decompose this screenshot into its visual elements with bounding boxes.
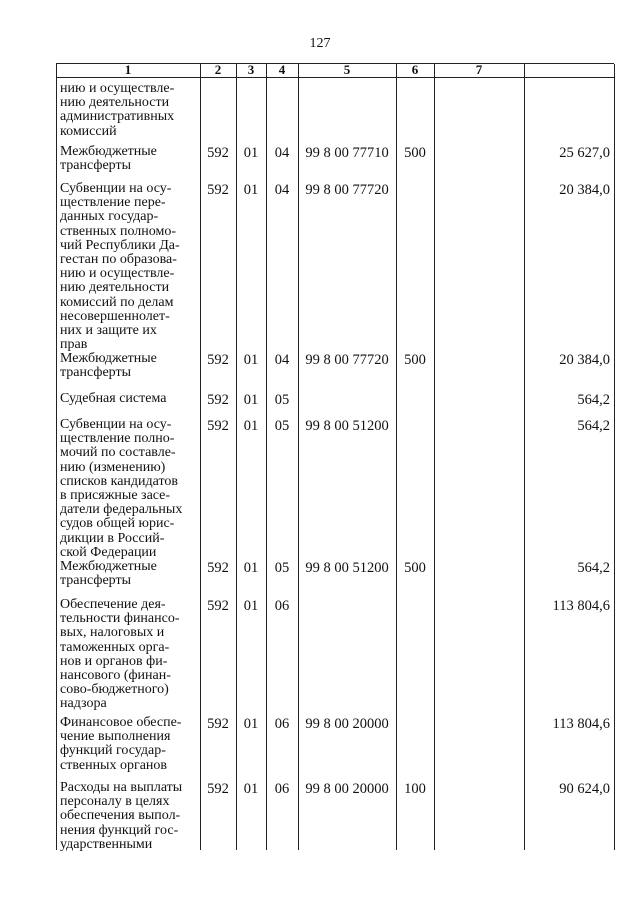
header-bottom-rule [56,77,614,78]
row-name-line: Субвенции на осу- [60,417,172,432]
row-name-line: Финансовое обеспе- [60,715,182,730]
cell-c3: 01 [243,352,259,368]
cell-amount: 113 804,6 [552,716,610,732]
row-name-line: данных государ- [60,209,159,225]
row-name-line: судов общей юрис- [60,516,175,532]
header-col-8 [524,63,614,77]
cell-c4: 04 [274,352,290,368]
cell-c4: 05 [274,418,290,434]
row-name-line: ществление полно- [60,431,175,447]
row-name-line: ударственными [60,836,153,852]
row-name-line: ственных полномо- [60,223,177,239]
cell-c2: 592 [207,716,229,732]
row-name-line: Субвенции на осу- [60,181,172,196]
row-name-line: Межбюджетные [60,144,157,159]
cell-c4: 06 [274,781,290,797]
cell-c2: 592 [207,598,229,614]
cell-c6: 500 [404,352,426,368]
row-name-line: нию и осуществле- [60,266,175,282]
cell-c3: 01 [243,392,259,408]
row-name-line: мочий по составле- [60,445,176,461]
cell-c2: 592 [207,560,229,576]
cell-c2: 592 [207,418,229,434]
row-name-line: нов и органов фи- [60,653,168,669]
row-name-line: чение выполнения [60,729,171,745]
column-line-7 [524,64,525,850]
cell-c3: 01 [243,716,259,732]
row-name [60,598,200,712]
row-name [60,182,200,352]
row-name-line: нию деятельности [60,95,170,111]
cell-c2: 592 [207,182,229,198]
column-line-6 [434,64,435,850]
row-name-line: надзора [60,696,107,712]
cell-c5: 99 8 00 77720 [305,182,389,198]
header-col-1: 1 [124,62,132,77]
cell-c4: 05 [274,560,290,576]
cell-c3: 01 [243,145,259,161]
cell-c4: 04 [274,182,290,198]
row-name-line: дикции в Россий- [60,530,165,546]
row-name-line: гестан по образова- [60,252,177,268]
cell-c3: 01 [243,418,259,434]
column-line-0 [56,64,57,850]
row-name-line: функций государ- [60,743,166,759]
row-name-line: в присяжные засе- [60,488,171,504]
row-name-line: Расходы на выплаты [60,780,183,795]
row-name-line: трансферты [60,158,132,174]
row-name-line: ществление пере- [60,195,166,211]
cell-c2: 592 [207,145,229,161]
cell-amount: 564,2 [577,560,610,576]
cell-c4: 04 [274,145,290,161]
row-name-line: комиссий [60,123,117,139]
row-name-line: ственных органов [60,757,168,773]
row-name-line: прав [60,337,88,353]
header-col-3: 3 [247,62,255,77]
cell-c5: 99 8 00 51200 [305,418,389,434]
row-name-line: трансферты [60,573,132,589]
row-name-line: тельности финансо- [60,611,180,627]
row-name-line: нансового (финан- [60,668,171,684]
row-name-line: чий Республики Да- [60,237,180,253]
column-line-8 [614,64,615,850]
cell-amount: 90 624,0 [559,781,610,797]
row-name [60,82,200,139]
cell-c6: 500 [404,560,426,576]
cell-c5: 99 8 00 20000 [305,716,389,732]
header-col-7: 7 [475,62,483,77]
row-name-line: датели федеральных [60,502,183,518]
row-name-line: списков кандидатов [60,473,179,489]
row-name-line: Межбюджетные [60,351,157,366]
cell-c5: 99 8 00 77710 [305,145,389,161]
cell-c2: 592 [207,781,229,797]
row-name-line: вых, налоговых и [60,625,165,641]
row-name-line: ской Федерации [60,544,157,560]
cell-c5: 99 8 00 77720 [305,352,389,368]
cell-c4: 05 [274,392,290,408]
cell-amount: 20 384,0 [559,352,610,368]
row-name-line: них и защите их [60,323,157,339]
row-name-line: нию деятельности [60,280,170,296]
row-name-line: таможенных орга- [60,639,170,655]
row-name-line: трансферты [60,365,132,381]
row-name-line: Обеспечение дея- [60,597,166,612]
cell-c4: 06 [274,716,290,732]
cell-c2: 592 [207,352,229,368]
cell-c4: 06 [274,598,290,614]
row-name-line: несовершеннолет- [60,308,170,324]
row-name-line: нию и осуществле- [60,81,175,96]
header-col-5: 5 [343,62,351,77]
row-name-line: Судебная система [60,391,167,406]
cell-c6: 500 [404,145,426,161]
cell-c2: 592 [207,392,229,408]
cell-amount: 25 627,0 [559,145,610,161]
cell-c5: 99 8 00 20000 [305,781,389,797]
cell-amount: 564,2 [577,392,610,408]
row-name-line: обеспечения выпол- [60,808,181,824]
row-name-line: сово-бюджетного) [60,682,169,698]
cell-c6: 100 [404,781,426,797]
header-col-6: 6 [411,62,419,77]
cell-amount: 20 384,0 [559,182,610,198]
row-name-line: нию (изменению) [60,459,166,475]
row-name-line: административных [60,109,175,125]
cell-amount: 113 804,6 [552,598,610,614]
cell-c3: 01 [243,598,259,614]
cell-c3: 01 [243,182,259,198]
row-name-line: нения функций гос- [60,822,179,838]
row-name [60,418,200,560]
row-name-line: персоналу в целях [60,794,170,810]
cell-c5: 99 8 00 51200 [305,560,389,576]
header-col-2: 2 [214,62,222,77]
cell-amount: 564,2 [577,418,610,434]
page-number: 127 [309,36,331,51]
cell-c3: 01 [243,781,259,797]
row-name-line: Межбюджетные [60,559,157,574]
row-name-line: комиссий по делам [60,294,174,310]
header-col-4: 4 [278,62,286,77]
cell-c3: 01 [243,560,259,576]
